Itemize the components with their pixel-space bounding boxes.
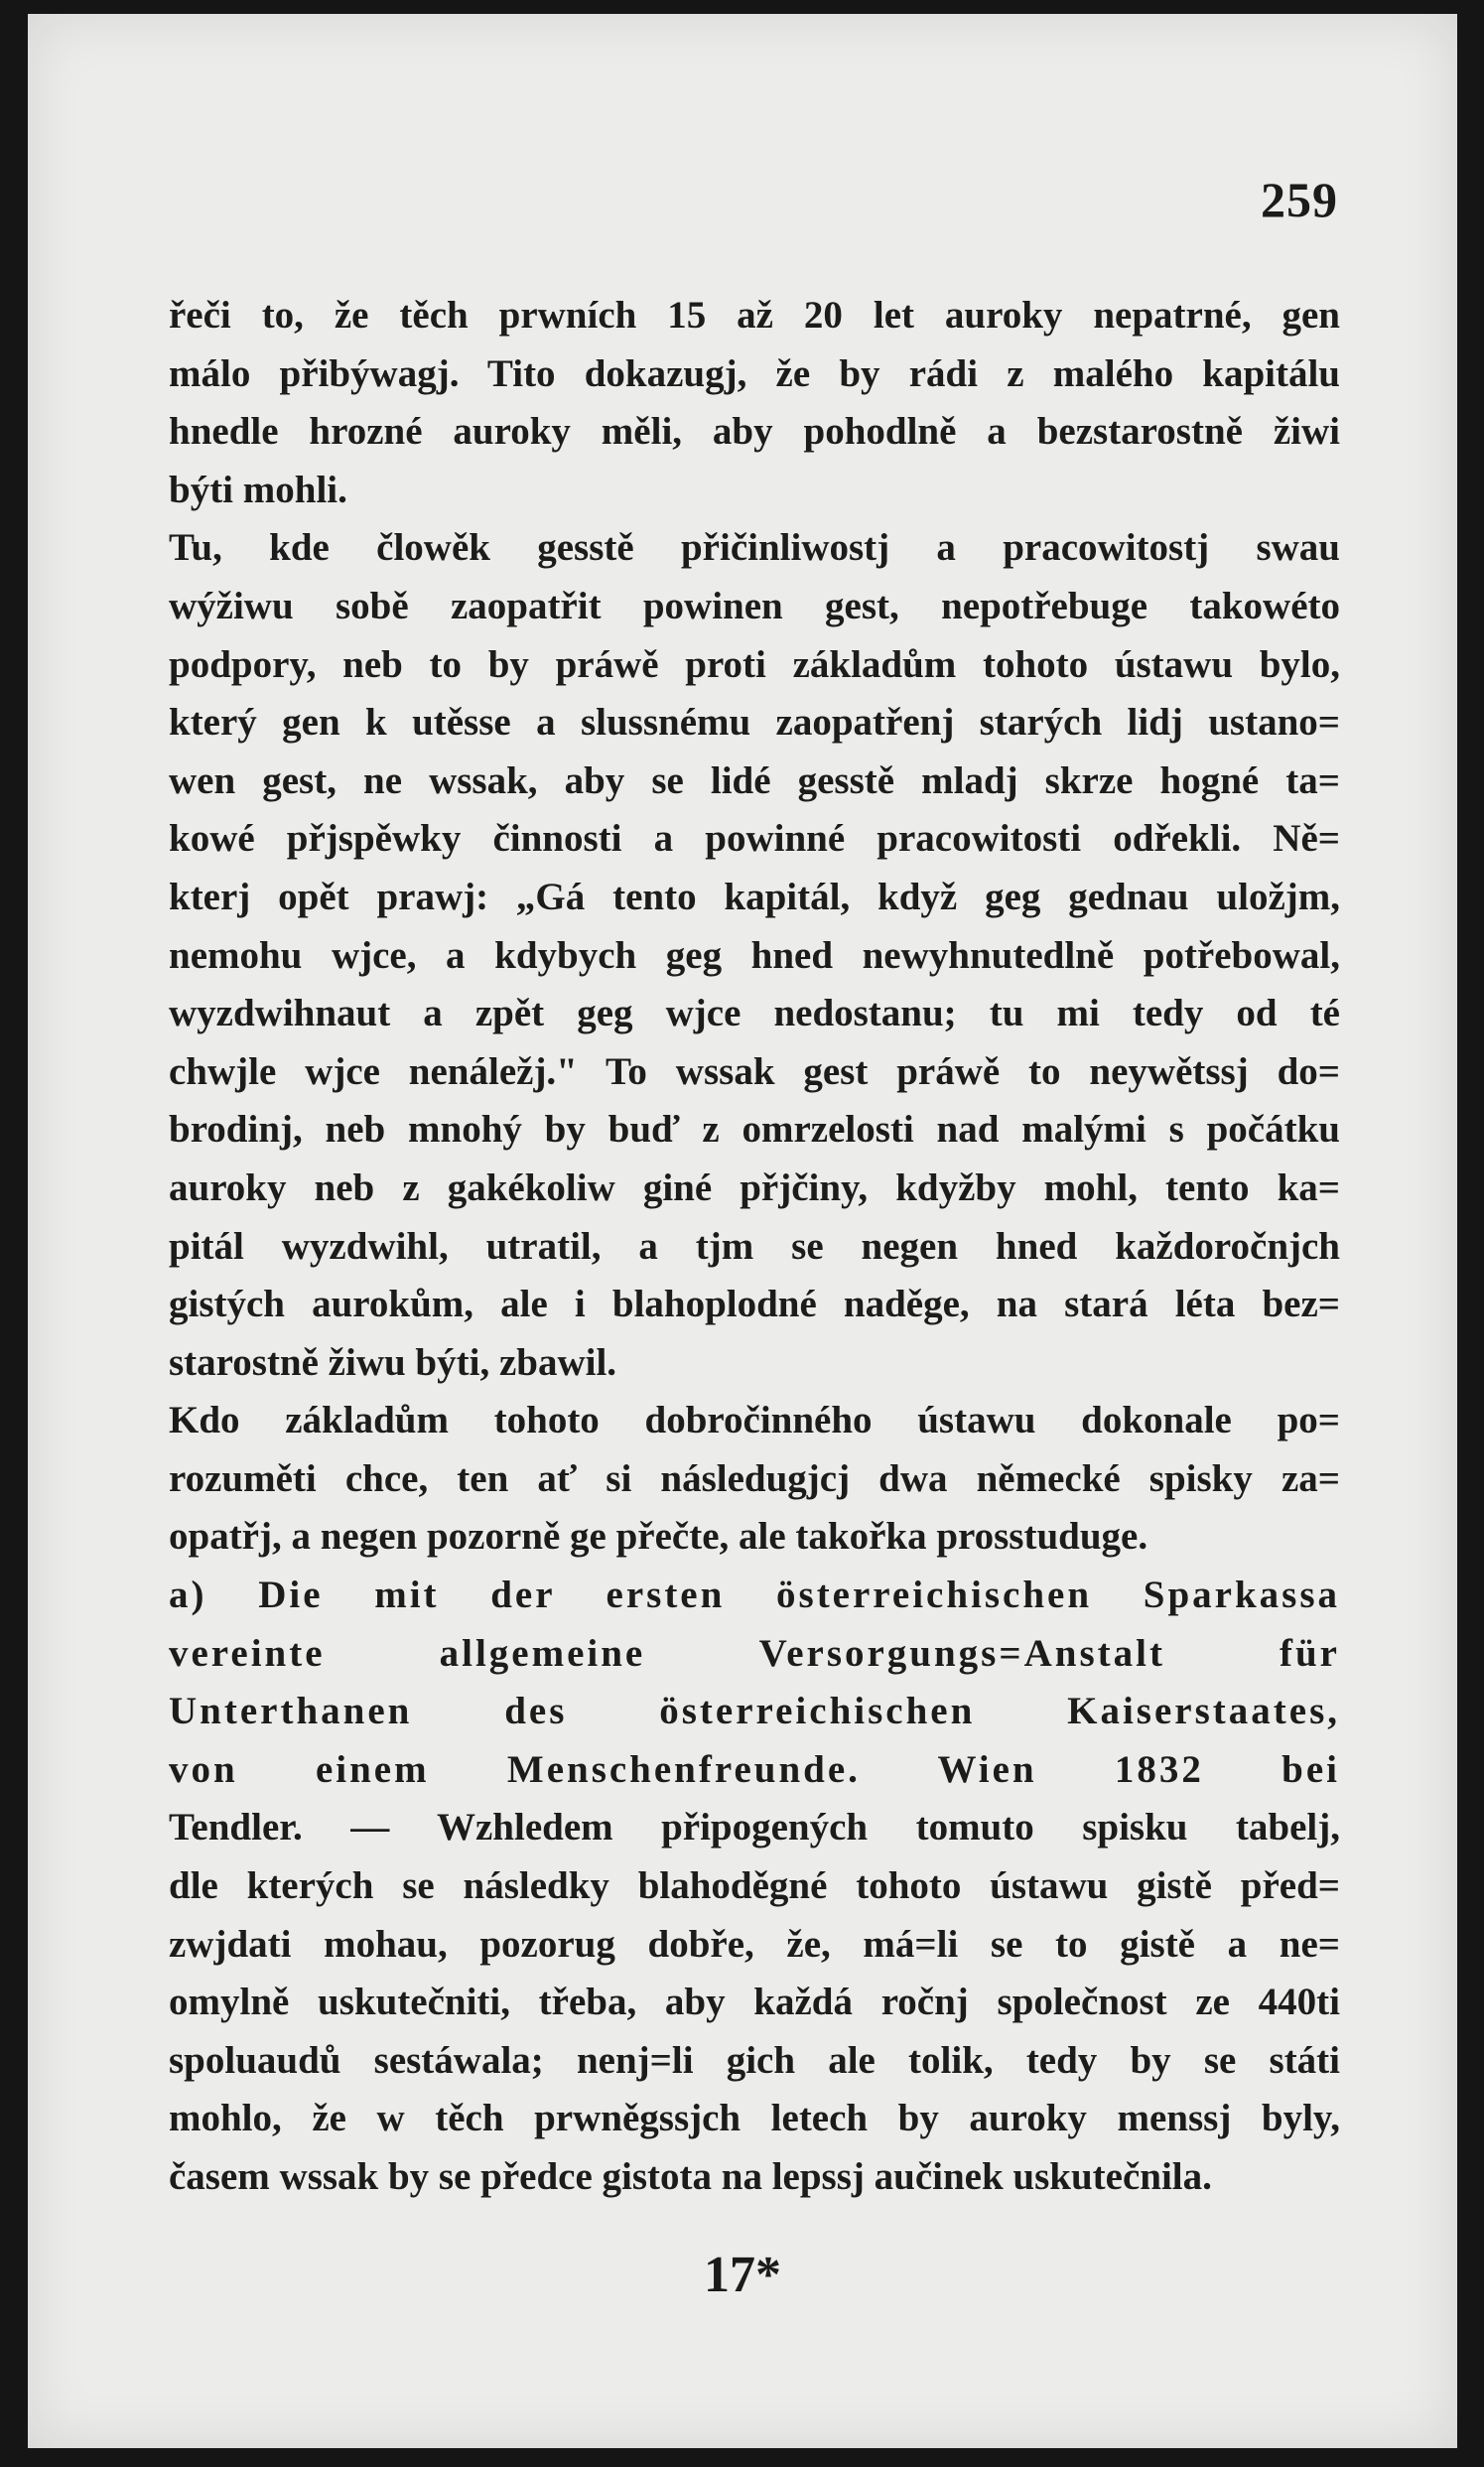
text-line: mohlo, že w těch prwněgssjch letech by auroky menssj byly, — [169, 2097, 1340, 2140]
text-line: wyzdwihnaut a zpět geg wjce nedostanu; tu mi tedy od té — [169, 992, 1340, 1035]
text-line: kterj opět prawj: „Gá tento kapitál, když geg gednau uložjm, — [169, 875, 1340, 918]
text-line: nemohu wjce, a kdybych geg hned newyhnutedlně potřebowal, — [169, 933, 1340, 977]
text-line: starostně žiwu býti, zbawil. — [169, 1340, 617, 1384]
text-line: omylně uskutečniti, třeba, aby každá ročnj společnost ze 440ti — [169, 1981, 1340, 2024]
text-line: býti mohli. — [169, 468, 347, 511]
text-line: vereinte allgemeine Versorgungs=Anstalt für — [169, 1631, 1340, 1675]
signature-mark: 17* — [704, 2247, 781, 2303]
text-line: Tendler. — Wzhledem připogených tomuto spisku tabelj, — [169, 1806, 1340, 1850]
text-line: opatřj, a negen pozorně ge přečte, ale takořka prosstuduge. — [169, 1515, 1148, 1559]
text-line: řeči to, že těch prwních 15 až 20 let auroky nepatrné, gen — [169, 294, 1340, 337]
text-line: spoluaudů sestáwala; nenj=li gich ale tolik, tedy by se státi — [169, 2038, 1340, 2082]
text-line: časem wssak by se předce gistota na lepssj aučinek uskutečnila. — [169, 2155, 1212, 2198]
text-line: wen gest, ne wssak, aby se lidé gesstě mladj skrze hogné ta= — [169, 758, 1340, 802]
text-line: zwjdati mohau, pozorug dobře, že, má=li se to gistě a ne= — [169, 1922, 1340, 1966]
text-line: chwjle wjce nenáležj." To wssak gest práwě to neywětssj do= — [169, 1049, 1340, 1093]
text-line: von einem Menschenfreunde. Wien 1832 bei — [169, 1747, 1340, 1791]
text-line: kowé přjspěwky činnosti a powinné pracowitosti odřekli. Ně= — [169, 817, 1340, 861]
text-line: Tu, kde člowěk gesstě přičinliwostj a pracowitostj swau — [169, 526, 1340, 570]
text-line: který gen k utěsse a slussnému zaopatřenj starých lidj ustano= — [169, 701, 1340, 745]
text-line: auroky neb z gakékoliw giné přjčiny, kdyžby mohl, tento ka= — [169, 1165, 1340, 1209]
text-line: dle kterých se následky blahoděgné tohoto ústawu gistě před= — [169, 1864, 1340, 1908]
body-text — [169, 287, 1340, 2207]
text-line: pitál wyzdwihl, utratil, a tjm se negen hned každoročnjch — [169, 1224, 1340, 1268]
text-line: málo přibýwagj. Tito dokazugj, že by rádi z malého kapitálu — [169, 351, 1340, 395]
text-line: podpory, neb to by práwě proti základům tohoto ústawu bylo, — [169, 642, 1340, 686]
text-line: rozuměti chce, ten ať si následugjcj dwa německé spisky za= — [169, 1456, 1340, 1500]
text-line: gistých aurokům, ale i blahoplodné naděge, na stará léta bez= — [169, 1283, 1340, 1326]
text-line: Kdo základům tohoto dobročinného ústawu dokonale po= — [169, 1399, 1340, 1442]
text-line: wýžiwu sobě zaopatřit powinen gest, nepotřebuge takowéto — [169, 584, 1340, 627]
text-line: hnedle hrozné auroky měli, aby pohodlně a bezstarostně žiwi — [169, 410, 1340, 454]
text-line: a) Die mit der ersten österreichischen Sparkassa — [169, 1574, 1340, 1617]
page-number: 259 — [1261, 172, 1338, 227]
text-line: Unterthanen des österreichischen Kaiserstaates, — [169, 1690, 1340, 1733]
book-page — [28, 14, 1457, 2448]
text-line: brodinj, neb mnohý by buď z omrzelosti nad malými s počátku — [169, 1108, 1340, 1152]
